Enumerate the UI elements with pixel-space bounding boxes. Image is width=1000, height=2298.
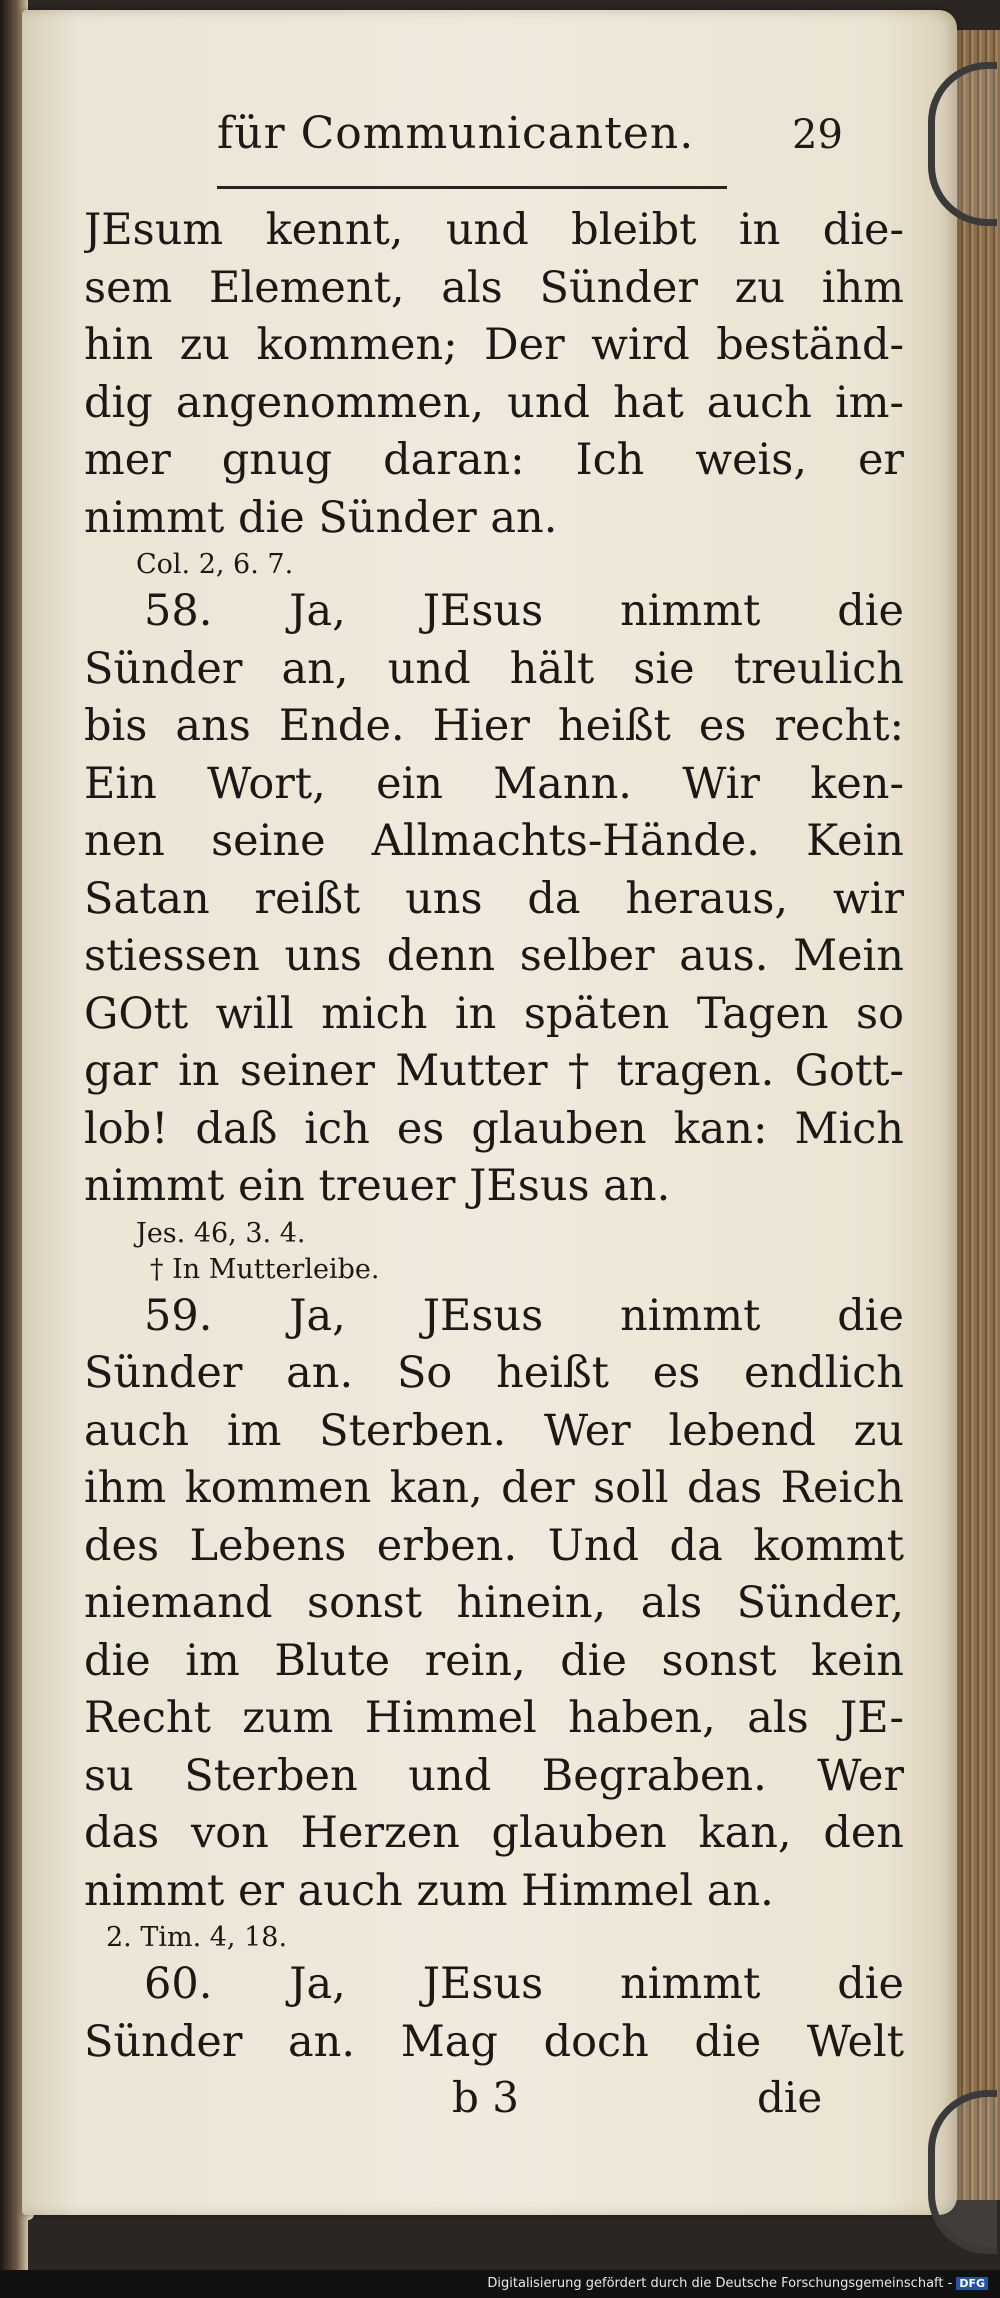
section-59-line: niemand sonst hinein, als Sünder, xyxy=(84,1578,904,1628)
page-text xyxy=(84,202,904,2071)
text-line: hin zu kommen; Der wird beständ- xyxy=(84,320,904,370)
digitization-credit xyxy=(487,2276,988,2291)
page-number: 29 xyxy=(792,112,843,158)
section-58-line: nimmt ein treuer JEsus an. xyxy=(84,1161,671,1211)
section-58-line: GOtt will mich in späten Tagen so xyxy=(84,988,904,1039)
section-58-line: gar in seiner Mutter † tragen. Gott- xyxy=(84,1046,904,1096)
section-58-line: Ein Wort, ein Mann. Wir ken- xyxy=(84,758,904,809)
book-fore-edge xyxy=(950,30,1000,2200)
section-59-line: das von Herzen glauben kan, den xyxy=(84,1808,904,1858)
section-59-line: 59. Ja, JEsus nimmt die xyxy=(144,1290,904,1341)
footnote: † In Mutterleibe. xyxy=(150,1253,380,1285)
text-line: mer gnug daran: Ich weis, er xyxy=(84,435,904,485)
bible-reference: Jes. 46, 3. 4. xyxy=(136,1217,306,1249)
section-58-line: 58. Ja, JEsus nimmt die xyxy=(144,586,904,636)
section-59-line: Sünder an. So heißt es endlich xyxy=(84,1348,904,1398)
bible-reference: Col. 2, 6. 7. xyxy=(136,549,294,580)
running-title: für Communicanten. xyxy=(217,108,695,159)
page-footer xyxy=(22,2073,957,2133)
section-60-line: 60. Ja, JEsus nimmt die xyxy=(144,1959,904,2009)
section-59-line: Recht zum Himmel haben, als JE- xyxy=(84,1693,904,1743)
section-58-line: nen seine Allmachts-Hände. Kein xyxy=(84,816,904,866)
section-58-line: Satan reißt uns da heraus, wir xyxy=(84,873,904,924)
text-line: dig angenommen, und hat auch im- xyxy=(84,377,904,428)
book-clip-bottom xyxy=(928,2090,997,2254)
text-line: sem Element, als Sünder zu ihm xyxy=(84,262,904,313)
page-header xyxy=(22,108,957,178)
section-59-line: su Sterben und Begraben. Wer xyxy=(84,1750,904,1801)
section-59-line: nimmt er auch zum Himmel an. xyxy=(84,1865,774,1916)
section-60-line: Sünder an. Mag doch die Welt xyxy=(84,2016,904,2067)
section-59-line: auch im Sterben. Wer lebend zu xyxy=(84,1405,904,1456)
bible-reference: 2. Tim. 4, 18. xyxy=(106,1922,288,1953)
book-page xyxy=(22,10,957,2215)
section-59-line: ihm kommen kan, der soll das Reich xyxy=(84,1463,904,1513)
section-59-line: des Lebens erben. Und da kommt xyxy=(84,1520,904,1571)
header-rule xyxy=(217,186,727,189)
dfg-badge: DFG xyxy=(956,2277,988,2290)
section-58-line: bis ans Ende. Hier heißt es recht: xyxy=(84,701,904,751)
text-line: nimmt die Sünder an. xyxy=(84,492,558,543)
credit-text: Digitalisierung gefördert durch die Deutsche Forschungsgemeinschaft - xyxy=(487,2276,953,2291)
signature-mark: b 3 xyxy=(452,2073,519,2122)
section-59-line: die im Blute rein, die sonst kein xyxy=(84,1635,904,1686)
text-line: JEsum kennt, und bleibt in die- xyxy=(84,205,904,255)
section-58-line: lob! daß ich es glauben kan: Mich xyxy=(84,1103,904,1154)
catchword: die xyxy=(757,2073,823,2122)
section-58-line: stiessen uns denn selber aus. Mein xyxy=(84,931,904,981)
section-58-line: Sünder an, und hält sie treulich xyxy=(84,643,904,694)
